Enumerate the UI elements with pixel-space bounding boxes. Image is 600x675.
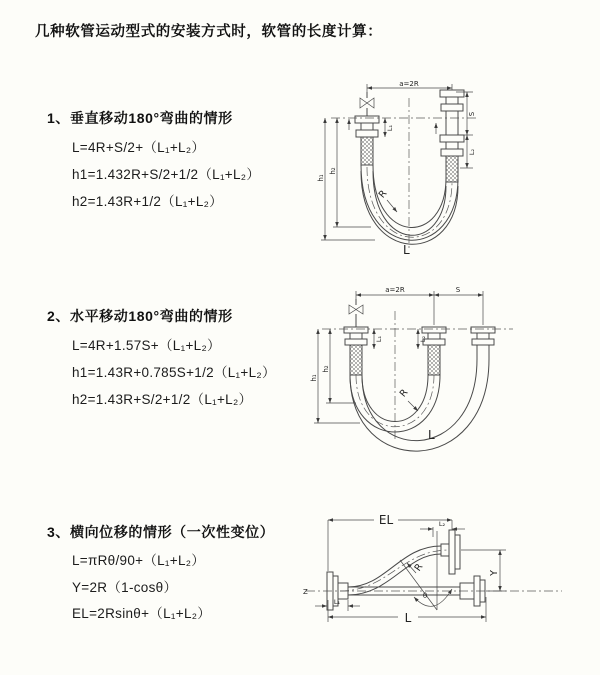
- dim-a2r-label: a=2R: [385, 286, 405, 294]
- section-1-formula-h1: h1=1.432R+S/2+1/2（L₁+L₂）: [72, 167, 261, 182]
- section-1-formula-L: L=4R+S/2+（L₁+L₂）: [72, 140, 206, 155]
- dim-a2r-label: a=2R: [399, 80, 419, 88]
- radius-label: R: [397, 387, 411, 400]
- diagram-horizontal-180-bend: [308, 283, 595, 455]
- upper-flange: [441, 530, 460, 574]
- radius-label: R: [412, 561, 426, 574]
- length-label: L: [404, 611, 412, 625]
- section-3-formula-Y: Y=2R（1-cosθ）: [72, 580, 178, 595]
- section-1-formula-h2: h2=1.43R+1/2（L₁+L₂）: [72, 194, 223, 209]
- dim-h1-label: h₁: [310, 374, 318, 382]
- left-flange: [344, 327, 368, 345]
- dim-h1-label: h₁: [317, 174, 325, 182]
- valve-icon: [360, 92, 374, 116]
- braid-section-left: [350, 345, 362, 375]
- dim-y-label: Y: [489, 570, 500, 576]
- hose-bend-arcs: [350, 359, 489, 451]
- right-flange: [471, 327, 495, 345]
- length-label: L: [428, 428, 435, 442]
- valve-icon: [349, 299, 363, 327]
- braid-section-middle: [428, 345, 440, 375]
- right-flange-lower: [440, 135, 464, 156]
- section-3-formula-EL: EL=2Rsinθ+（L₁+L₂）: [72, 606, 212, 621]
- section-1-heading: 1、垂直移动180°弯曲的情形: [47, 110, 233, 126]
- dim-l2-label: L₂: [468, 148, 476, 156]
- section-3-heading: 3、横向位移的情形（一次性变位）: [47, 524, 275, 540]
- left-flange: [355, 116, 379, 137]
- break-mark: Z: [303, 588, 308, 596]
- section-2-formula-h1: h1=1.43R+0.785S+1/2（L₁+L₂）: [72, 365, 276, 380]
- section-2-heading: 2、水平移动180°弯曲的情形: [47, 308, 233, 324]
- dim-h2-label: h₂: [322, 365, 330, 373]
- dim-s-label: S: [468, 111, 476, 117]
- section-3-formula-L: L=πRθ/90+（L₁+L₂）: [72, 553, 206, 568]
- hose-bend-arcs: [361, 165, 458, 244]
- dim-el-label: EL: [378, 513, 394, 527]
- angle-label: θ: [422, 592, 428, 600]
- page-title: 几种软管运动型式的安装方式时，软管的长度计算：: [35, 24, 383, 40]
- dim-h2-label: h₂: [329, 167, 337, 175]
- dim-s-label: S: [455, 286, 461, 294]
- length-label: L: [403, 243, 410, 257]
- braid-section-right: [446, 156, 458, 182]
- diagram-vertical-180-bend: [315, 78, 590, 260]
- braid-section-left: [361, 137, 373, 165]
- radius-label: R: [376, 188, 390, 201]
- dim-l2-label: L₂: [438, 520, 446, 528]
- diagram-lateral-displacement: [300, 505, 600, 660]
- right-flange-upper: [440, 90, 464, 111]
- dim-l1-label: L₁: [333, 598, 341, 606]
- dim-l1-label: L₁: [386, 124, 394, 132]
- dim-l1-label: L₁: [375, 335, 383, 343]
- section-2-formula-L: L=4R+1.57S+（L₁+L₂）: [72, 338, 221, 353]
- dim-l2-label: L₂: [419, 335, 427, 343]
- section-2-formula-h2: h2=1.43R+S/2+1/2（L₁+L₂）: [72, 392, 253, 407]
- hose-s-curve: [340, 546, 449, 595]
